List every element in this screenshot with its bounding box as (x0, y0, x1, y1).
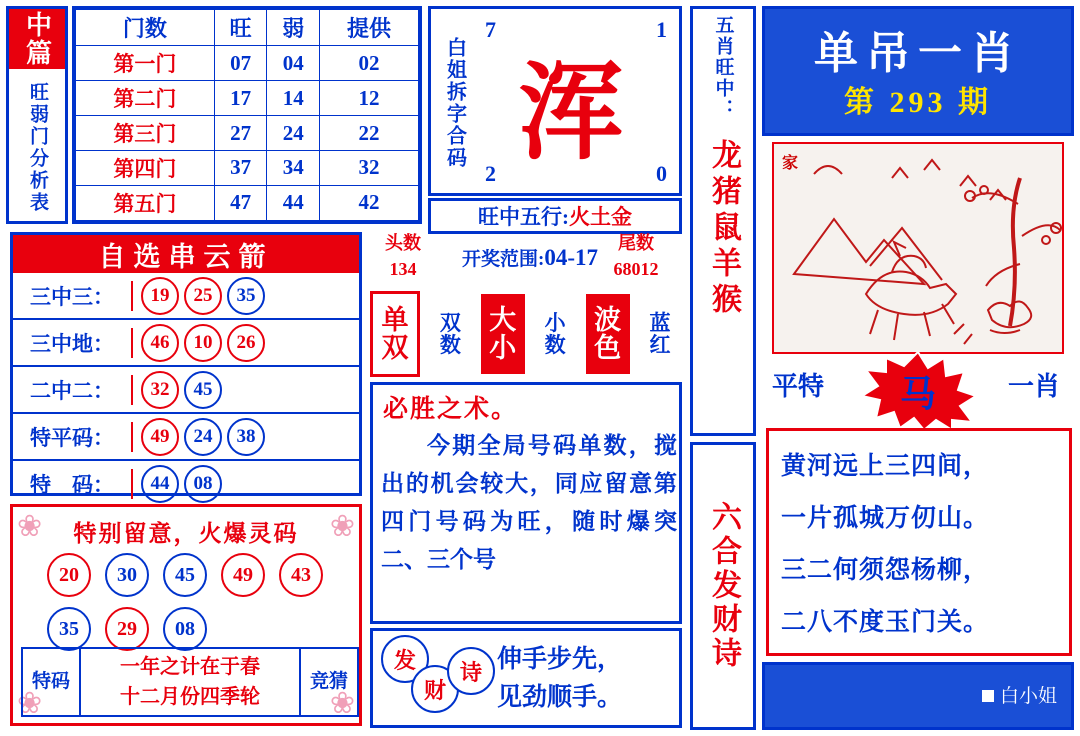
signature-bar (762, 662, 1074, 730)
strategy-panel (370, 382, 682, 624)
list-item (13, 320, 359, 367)
circle-badge-cai: 财 (411, 665, 459, 713)
row-balls (133, 465, 359, 503)
corner-number-bottom-right: 0 (656, 161, 667, 186)
list-item (13, 273, 359, 320)
zixuan-title-bar: 自选串云箭 (13, 235, 359, 273)
stamp-label: 中篇 (22, 11, 52, 67)
flower-ornament-icon: ❀ (329, 510, 355, 543)
row-balls (133, 371, 359, 409)
row-balls (133, 277, 359, 315)
table-header-row (76, 10, 419, 46)
corner-number-bottom-left: 2 (485, 161, 496, 186)
number-ball: 24 (184, 418, 222, 456)
number-ball: 29 (105, 607, 149, 651)
cell-ruo: 24 (267, 116, 320, 151)
cell-tigong: 22 (320, 116, 419, 151)
block-bo-se: 波 色 (586, 294, 630, 374)
zixuan-rows (13, 273, 359, 506)
stamp-badge (9, 9, 65, 69)
circle-badge-shi: 诗 (447, 647, 495, 695)
list-item (13, 367, 359, 414)
block-da-xiao: 大 小 (481, 294, 525, 374)
row-label: 第三门 (76, 116, 215, 151)
number-ball: 45 (163, 553, 207, 597)
row-balls (133, 418, 359, 456)
head-count-value: 134 (389, 259, 417, 279)
number-ball: 32 (141, 371, 179, 409)
number-ball: 20 (47, 553, 91, 597)
cell-ruo: 44 (267, 185, 320, 220)
pingte-row (762, 358, 1074, 424)
wuxing-bar (428, 198, 682, 234)
cell-wang: 37 (214, 151, 267, 186)
list-item (13, 414, 359, 461)
number-ball: 25 (184, 277, 222, 315)
table-row (76, 185, 419, 220)
list-item (13, 461, 359, 506)
col-header-tigong: 提供 (320, 10, 419, 46)
baijie-character-panel (428, 6, 682, 196)
cell-tigong: 02 (320, 46, 419, 81)
number-ball: 46 (141, 324, 179, 362)
cell-tigong: 12 (320, 81, 419, 116)
col-header-wang: 旺 (214, 10, 267, 46)
poem-line: 二八不度玉门关。 (781, 609, 990, 636)
block-lan-hong: 蓝 红 (649, 310, 671, 357)
tail-count-value: 68012 (613, 259, 659, 279)
proverb-line-1: 一年之计在于春 (120, 656, 260, 678)
door-analysis-table (72, 6, 422, 224)
table-row (76, 46, 419, 81)
special-attention-panel (10, 504, 362, 726)
slogan-text (497, 641, 677, 717)
proverb-text (81, 652, 299, 712)
draw-range-label: 开奖范围: (462, 249, 545, 270)
cell-wang: 07 (214, 46, 267, 81)
table-row (76, 81, 419, 116)
wuxing-label: 旺中五行: (478, 205, 569, 229)
tail-count (590, 230, 682, 282)
cell-wang: 27 (214, 116, 267, 151)
starburst-label: 马 (899, 373, 936, 414)
number-ball: 30 (105, 553, 149, 597)
head-tail-band (370, 230, 682, 286)
tail-count-label: 尾数 (618, 233, 654, 253)
starburst-badge (858, 352, 978, 430)
signature-text: 白小姐 (982, 681, 1057, 708)
row-balls (133, 324, 359, 362)
number-ball: 08 (184, 465, 222, 503)
head-count (370, 230, 436, 282)
corner-number-top-left: 7 (485, 17, 496, 42)
cell-ruo: 04 (267, 46, 320, 81)
tema-label: 特码 (23, 649, 81, 715)
block-xiao-shu: 小 数 (544, 310, 566, 357)
special-bottom-row (21, 647, 359, 717)
square-bullet-icon (982, 690, 994, 702)
number-ball: 35 (227, 277, 265, 315)
poem-line: 一片孤城万仞山。 (781, 505, 990, 532)
slogan-line-1: 伸手步先， (497, 646, 623, 673)
oddeven-bigsmall-color-row (370, 292, 682, 376)
pingte-right-label: 一肖 (1007, 372, 1060, 401)
special-number-grid (47, 553, 337, 651)
slogan-panel (370, 628, 682, 728)
draw-range-value: 04-17 (544, 245, 598, 270)
table-row (76, 116, 419, 151)
row-label: 特平码： (13, 422, 133, 452)
flower-ornament-icon: ❀ (17, 510, 43, 543)
row-label: 三中地： (13, 328, 133, 358)
poem-line: 黄河远上三四间， (781, 453, 990, 480)
number-ball: 08 (163, 607, 207, 651)
headline-title: 单吊一肖 (814, 29, 1022, 78)
row-label: 第五门 (76, 185, 215, 220)
title-ribbon (6, 6, 68, 224)
flower-ornament-icon: ❀ (17, 687, 43, 720)
number-ball: 10 (184, 324, 222, 362)
baijie-side-label: 白姐拆字合码 (443, 37, 466, 169)
number-ball: 45 (184, 371, 222, 409)
five-zodiac-animals: 龙猪鼠羊猴 (707, 139, 740, 319)
number-ball: 38 (227, 418, 265, 456)
strategy-body: 今期全局号码单数，搅出的机会较大，同应留意第四门号码为旺，随时爆突二、三个号 (381, 433, 677, 572)
row-label: 第四门 (76, 151, 215, 186)
flower-ornament-icon: ❀ (329, 687, 355, 720)
slogan-line-2: 见劲顺手。 (497, 684, 623, 711)
cell-tigong: 42 (320, 185, 419, 220)
pingte-left-label: 平特 (772, 372, 825, 401)
number-ball: 49 (141, 418, 179, 456)
ribbon-vertical-text: 旺弱门分析表 (27, 82, 48, 214)
cell-tigong: 32 (320, 151, 419, 186)
guess-label: 竞猜 (299, 649, 357, 715)
block-dan-shuang: 单 双 (370, 291, 420, 377)
special-attention-title: 特别留意，火爆灵码 (73, 521, 299, 546)
col-header-door: 门数 (76, 10, 215, 46)
proverb-line-2: 十二月份四季轮 (120, 686, 260, 708)
headline-banner (762, 6, 1074, 136)
strategy-title: 必胜之术。 (383, 396, 519, 423)
liuhe-poem-column (690, 442, 756, 730)
circle-badge-fa: 发 (381, 635, 429, 683)
cell-wang: 17 (214, 81, 267, 116)
block-shuang-shu: 双 数 (439, 310, 461, 357)
number-ball: 43 (279, 553, 323, 597)
cell-wang: 47 (214, 185, 267, 220)
illustration-panel (772, 142, 1064, 354)
zixuan-panel (10, 232, 362, 496)
corner-number-top-right: 1 (656, 17, 667, 42)
number-ball: 44 (141, 465, 179, 503)
col-header-ruo: 弱 (267, 10, 320, 46)
poem-line: 三二何须怨杨柳， (781, 557, 990, 584)
row-label: 二中二： (13, 375, 133, 405)
illustration-caption: 家 (782, 155, 799, 172)
row-label: 第二门 (76, 81, 215, 116)
number-ball: 35 (47, 607, 91, 651)
cell-ruo: 34 (267, 151, 320, 186)
issue-number: 第 293 期 (844, 86, 992, 119)
number-ball: 26 (227, 324, 265, 362)
horse-rider-illustration (774, 144, 1064, 354)
table-row (76, 151, 419, 186)
head-count-label: 头数 (385, 233, 421, 253)
wuxing-value: 火土金 (569, 205, 632, 229)
number-ball: 49 (221, 553, 265, 597)
number-ball: 19 (141, 277, 179, 315)
row-label: 第一门 (76, 46, 215, 81)
row-label: 三中三： (13, 281, 133, 311)
big-character: 浑 (518, 54, 624, 172)
five-zodiac-header: 五肖旺中： (712, 15, 734, 120)
poem-box (766, 428, 1072, 656)
cell-ruo: 14 (267, 81, 320, 116)
row-label: 特 码： (13, 469, 133, 499)
liuhe-text: 六合发财诗 (707, 501, 740, 671)
five-zodiac-column (690, 6, 756, 436)
